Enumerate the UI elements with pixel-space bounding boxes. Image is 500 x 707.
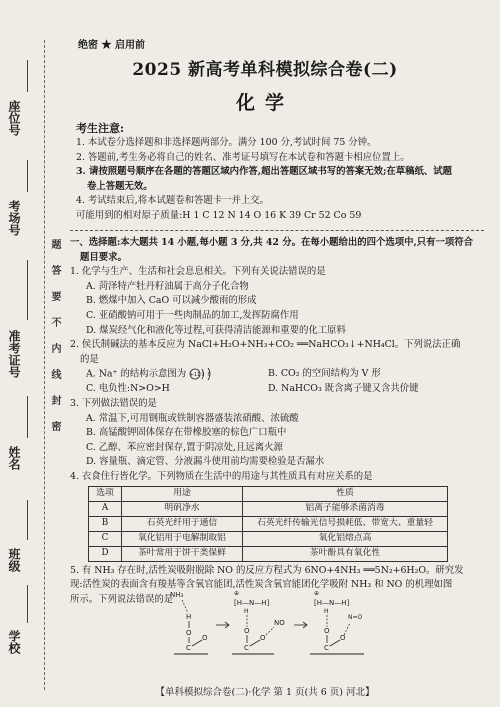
class-blank[interactable] xyxy=(27,500,28,540)
table-cell: D xyxy=(89,546,122,561)
q1-option-a[interactable]: A. 菏泽特产牡丹籽油属于高分子化合物 xyxy=(86,280,249,292)
svg-text:H: H xyxy=(186,613,192,621)
svg-text:O: O xyxy=(186,629,192,637)
strip-char: 线 xyxy=(51,370,62,381)
q2-option-c[interactable]: C. 电负性:N>O>H xyxy=(86,383,170,395)
table-cell: 明矾净水 xyxy=(122,501,243,516)
strip-char: 内 xyxy=(51,344,62,355)
ticket-label: 准考证号 xyxy=(7,330,21,378)
svg-text:⊕: ⊕ xyxy=(234,590,240,597)
table-row[interactable] xyxy=(89,516,448,531)
exam-no-label: 考场号 xyxy=(7,200,21,236)
name-blank[interactable] xyxy=(27,396,28,438)
q3-option-c[interactable]: C. 乙醇、苯应密封保存,置于阴凉处,且远离火源 xyxy=(86,441,283,453)
table-cell: 石英光纤用于通信 xyxy=(122,516,243,531)
svg-text:8: 8 xyxy=(207,372,211,378)
notice-line: 可能用到的相对原子质量:H 1 C 12 N 14 O 16 K 39 Cr 52 Co 59 xyxy=(76,209,362,221)
nh3-label: NH₃ xyxy=(170,591,184,599)
q2-stem: 2. 侯氏制碱法的基本反应为 NaCl+H₂O+NH₃+CO₂ ══NaHCO₃↓+NH₄Cl。下列说法正确 xyxy=(70,339,461,351)
page-footer: 【单科模拟综合卷(二)·化学 第 1 页(共 6 页) 河北】 xyxy=(155,687,375,698)
notice-line: 3. 请按照题号顺序在各题的答题区域内作答,超出答题区域书写的答案无效;在草稿纸、试题 xyxy=(76,166,453,177)
svg-text:O: O xyxy=(340,634,346,642)
table-header: 用途 xyxy=(122,486,243,501)
ticket-blank[interactable] xyxy=(27,260,28,320)
table-cell: 氧化铝熔点高 xyxy=(243,531,448,546)
q3-option-b[interactable]: B. 高锰酸钾固体保存在带橡胶塞的棕色广口瓶中 xyxy=(86,427,287,439)
table-cell: 茶叶酚具有氧化性 xyxy=(243,546,448,561)
q2-option-a[interactable] xyxy=(86,367,268,382)
table-cell: 铝离子能够杀菌消毒 xyxy=(243,501,448,516)
notice-line: 卷上答题无效。 xyxy=(87,180,153,192)
table-header-row xyxy=(89,486,448,501)
q2-option-a-text: A. Na⁺ 的结构示意图为 xyxy=(86,368,187,380)
q1-option-b[interactable]: B. 燃煤中加入 CaO 可以减少酸雨的形成 xyxy=(86,295,257,307)
table-row[interactable] xyxy=(89,546,448,561)
notice-line: 2. 答题前,考生务必将自己的姓名、准考证号填写在本试卷和答题卡相应位置上。 xyxy=(76,151,410,163)
svg-text:C: C xyxy=(244,644,249,652)
svg-text:2: 2 xyxy=(201,372,205,378)
table-cell: 氧化铝用于电解制取铝 xyxy=(122,531,243,546)
strip-char: 题 xyxy=(51,240,62,251)
table-cell: 茶叶常用于饼干类保鲜 xyxy=(122,546,243,561)
strip-char: 密 xyxy=(51,422,62,433)
q4-stem: 4. 衣食住行皆化学。下列物质在生活中的用途与其性质具有对应关系的是 xyxy=(70,471,373,482)
q1-option-c[interactable]: C. 亚硝酸钠可用于一些肉制品的加工,发挥防腐作用 xyxy=(86,309,299,321)
q2-option-d[interactable]: D. NaHCO₃ 既含离子键又含共价键 xyxy=(268,383,419,395)
notice-heading: 考生注意: xyxy=(76,122,125,135)
svg-text:H: H xyxy=(324,608,329,615)
school-label: 学校 xyxy=(7,630,21,654)
table-row[interactable] xyxy=(89,531,448,546)
notice-list xyxy=(76,136,476,223)
section-heading-cont: 题目要求。 xyxy=(80,251,127,263)
subject-title: 化学 xyxy=(235,92,294,114)
school-blank[interactable] xyxy=(27,585,28,623)
strip-char: 不 xyxy=(51,318,62,329)
svg-text:[H—N—H]: [H—N—H] xyxy=(314,599,350,607)
table-cell: C xyxy=(89,531,122,546)
section-heading: 一、选择题:本大题共 14 小题,每小题 3 分,共 42 分。在每小题给出的四个选项中,只有一项符合 xyxy=(70,237,473,248)
q4-table xyxy=(88,486,448,562)
q2-stem-cont: 的是 xyxy=(80,353,99,365)
no-label: NO xyxy=(274,619,285,627)
svg-text:O: O xyxy=(260,634,266,642)
q3-option-a[interactable]: A. 常温下,可用钢瓶或铁制容器盛装浓硝酸、浓硫酸 xyxy=(86,412,299,424)
table-row[interactable] xyxy=(89,501,448,516)
sodium-ion-diagram-icon xyxy=(189,367,219,381)
seat-label: 座位号 xyxy=(7,100,21,136)
svg-text:H: H xyxy=(244,608,249,615)
svg-text:+11: +11 xyxy=(189,372,201,379)
q5-stem-cont: 所示。下列说法错误的是 xyxy=(70,593,174,605)
table-cell: B xyxy=(89,516,122,531)
svg-text:O: O xyxy=(202,634,208,642)
svg-text:N=O: N=O xyxy=(348,614,363,621)
q5-stem-cont: 现:活性炭的表面含有羧基等含氧官能团,活性炭含氧官能团化学吸附 NH₃ 和 NO 的机理如图 xyxy=(70,579,453,591)
q1-option-d[interactable]: D. 煤炭经气化和液化等过程,可获得清洁能源和重要的化工原料 xyxy=(86,324,346,336)
svg-text:⊕: ⊕ xyxy=(314,590,320,597)
notice-line: 1. 本试卷分选择题和非选择题两部分。满分 100 分,考试时间 75 分钟。 xyxy=(76,137,377,148)
q5-stem: 5. 有 NH₃ 存在时,活性炭吸附脱除 NO 的反应方程式为 6NO+4NH₃ ══5N₂+6H₂O。研究发 xyxy=(70,564,464,576)
q3-stem: 3. 下列做法错误的是 xyxy=(70,398,157,410)
questions xyxy=(70,236,490,607)
class-label: 班级 xyxy=(7,548,21,572)
svg-text:C: C xyxy=(186,644,191,652)
table-header: 选项 xyxy=(89,486,122,501)
q2-options-ab xyxy=(70,367,490,382)
cut-line xyxy=(44,40,45,690)
notice-line: 4. 考试结束后,将本试题卷和答题卡一并上交。 xyxy=(76,195,270,206)
divider xyxy=(70,230,484,231)
exam-title: 2025 新高考单科模拟综合卷(二) xyxy=(132,60,398,80)
q3-option-d[interactable]: D. 容量瓶、滴定管、分液漏斗使用前均需要检验是否漏水 xyxy=(86,456,325,468)
svg-text:O: O xyxy=(324,627,330,635)
exam-no-blank[interactable] xyxy=(27,160,28,192)
strip-char: 封 xyxy=(51,396,62,407)
q1-stem: 1. 化学与生产、生活和社会息息相关。下列有关说法错误的是 xyxy=(70,266,326,278)
strip-char: 要 xyxy=(51,292,62,303)
binding-warning-strip xyxy=(50,233,63,563)
strip-char: 答 xyxy=(51,266,62,277)
table-header: 性质 xyxy=(243,486,448,501)
svg-text:[H—N—H]: [H—N—H] xyxy=(234,599,270,607)
svg-text:C: C xyxy=(324,644,329,652)
adsorption-mechanism-diagram xyxy=(164,585,394,655)
q2-options-cd xyxy=(70,382,490,397)
name-label: 姓名 xyxy=(7,446,21,470)
confidential-mark: 绝密 ★ 启用前 xyxy=(78,40,145,51)
table-cell: 石英光纤传输光信号损耗低、带宽大、重量轻 xyxy=(243,516,448,531)
table-cell: A xyxy=(89,501,122,516)
q2-option-b[interactable]: B. CO₂ 的空间结构为 V 形 xyxy=(268,368,381,380)
svg-text:O: O xyxy=(244,627,250,635)
